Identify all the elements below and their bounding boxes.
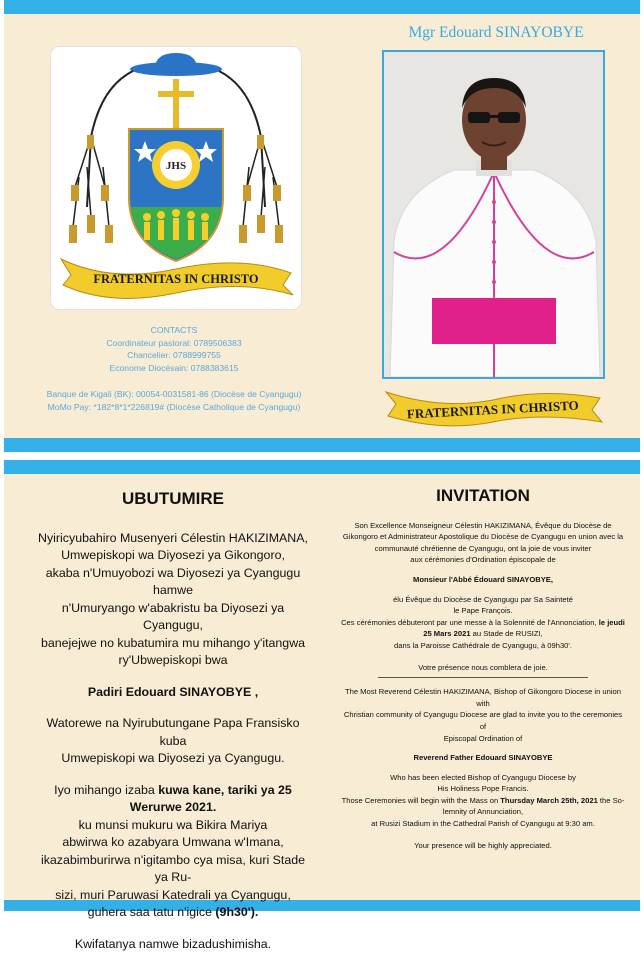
appointed-line: Umwepiskopi wa Diyosezi ya Cyangugu.: [34, 750, 312, 768]
en-elected-line: His Holiness Pope Francis.: [340, 783, 626, 795]
candidate-name: Padiri Edouard SINAYOBYE ,: [34, 684, 312, 702]
fr-elected-line: élu Évêque du Diocèse de Cyangugu par Sa Sainteté: [340, 594, 626, 606]
top-band: [4, 460, 640, 474]
en-ceremony: Those Ceremonies will begin with the Mass on Thursday March 25th, 2021 the So-: [340, 795, 626, 807]
fr-intro-line: communauté chrétienne de Cyangugu, ont la joie de vous inviter: [340, 543, 626, 555]
en-closing: Your presence will be highly appreciated.: [340, 840, 626, 852]
bank-line: Banque de Kigali (BK): 00054-0031581-86 (Diocèse de Cyangugu): [24, 388, 324, 401]
cover-panel: [4, 0, 640, 452]
contact-line: Chancelier: 0788999755: [24, 349, 324, 362]
en-elected-line: Who has been elected Bishop of Cyangugu Diocese by: [340, 772, 626, 784]
invitation-panel: [4, 460, 640, 911]
date-line: Iyo mihango izaba kuwa kane, tariki ya 25 Werurwe 2021.: [34, 782, 312, 817]
appointed-line: Watorewe na Nyirubutungane Papa Fransisko kuba: [34, 715, 312, 750]
intro-line: Nyiricyubahiro Musenyeri Célestin HAKIZIMANA,: [34, 530, 312, 548]
heading-invitation: INVITATION: [340, 490, 626, 502]
fr-intro-line: Son Excellence Monseigneur Célestin HAKIZIMANA, Évêque du Diocèse de: [340, 520, 626, 532]
en-intro-line: The Most Reverend Célestin HAKIZIMANA, Bishop of Gikongoro Diocese in union with: [340, 686, 626, 709]
fr-intro-line: Gikongoro et Administrateur Apostolique du Diocèse de Cyangugu en union avec la: [340, 531, 626, 543]
contacts-block: [24, 324, 324, 374]
intro-line: banejejwe no kubatumira mu mihango y'itangwa: [34, 635, 312, 653]
contact-line: Econome Diocésain: 0788383615: [24, 362, 324, 375]
details-line: ku munsi mukuru wa Bikira Mariya: [34, 817, 312, 835]
details-line: abwirwa ko azabyara Umwana w'Imana,: [34, 834, 312, 852]
bishop-portrait: [382, 50, 605, 379]
coat-of-arms-icon: [51, 47, 301, 309]
svg-text:FRATERNITAS IN CHRISTO: FRATERNITAS IN CHRISTO: [407, 398, 579, 422]
intro-line: akaba n'Umuyobozi wa Diyosezi ya Cyangugu hamwe: [34, 565, 312, 600]
en-candidate: Reverend Father Edouard SINAYOBYE: [340, 752, 626, 764]
en-ceremony-line: lemnity of Annunciation,: [340, 806, 626, 818]
time-line: guhera saa tatu n'igice (9h30').: [34, 904, 312, 922]
intro-line: ry'Ubwepiskopi bwa: [34, 652, 312, 670]
bank-line: MoMo Pay: *182*8*1*226819# (Diocèse Catholique de Cyangugu): [24, 401, 324, 414]
fr-ceremony: Ces cérémonies débuteront par une messe à la Solennité de l'Annonciation, le jeudi 25 Mars 2021 au Stade de RUSIZI,: [340, 617, 626, 640]
contact-line: Coordinateur pastoral: 0789506383: [24, 337, 324, 350]
bishop-name-title: Mgr Edouard SINAYOBYE: [384, 24, 608, 42]
divider: [378, 677, 588, 678]
fr-closing: Votre présence nous comblera de joie.: [340, 662, 626, 674]
svg-text:JHS: JHS: [166, 160, 186, 172]
details-line: ikazabimburirwa n'igitambo cya misa, kuri Stade ya Ru-: [34, 852, 312, 887]
bottom-band: [4, 438, 640, 452]
bishop-portrait-icon: [384, 52, 603, 377]
fr-candidate: Monsieur l'Abbé Édouard SINAYOBYE,: [340, 574, 626, 586]
top-band: [4, 0, 640, 14]
fr-intro-line: aux cérémonies d'Ordination épiscopale de: [340, 554, 626, 566]
fr-ceremony-place: dans la Paroisse Cathédrale de Cyangugu, à 09h30'.: [340, 640, 626, 652]
invitation-column: [340, 490, 626, 851]
en-ceremony-place: at Rusizi Stadium in the Cathedral Parish of Cyangugu at 9:30 am.: [340, 818, 626, 830]
bank-block: [24, 388, 324, 413]
closing-line: Kwifatanya namwe bizadushimisha.: [34, 936, 312, 953]
intro-line: Umwepiskopi wa Diyosezi ya Gikongoro,: [34, 547, 312, 565]
motto-ribbon-icon: [382, 376, 604, 434]
ceremony-date: kuwa kane, tariki ya 25 Werurwe 2021.: [130, 783, 292, 815]
intro-line: n'Umuryango w'abakristu ba Diyosezi ya Cyangugu,: [34, 600, 312, 635]
heading-ubutumire: UBUTUMIRE: [34, 490, 312, 508]
coat-of-arms: [50, 46, 302, 310]
en-intro-line: Christian community of Cyangugu Diocese are glad to invite you to the ceremonies of: [340, 709, 626, 732]
fr-elected-line: le Pape François.: [340, 605, 626, 617]
svg-text:FRATERNITAS IN CHRISTO: FRATERNITAS IN CHRISTO: [93, 272, 259, 286]
motto-ribbon: [382, 376, 604, 434]
details-line: sizi, muri Paruwasi Katedrali ya Cyangugu,: [34, 887, 312, 905]
ceremony-time: (9h30').: [215, 905, 258, 919]
kinyarwanda-column: [34, 490, 312, 953]
en-intro-line: Episcopal Ordination of: [340, 733, 626, 745]
contacts-title: CONTACTS: [24, 324, 324, 337]
